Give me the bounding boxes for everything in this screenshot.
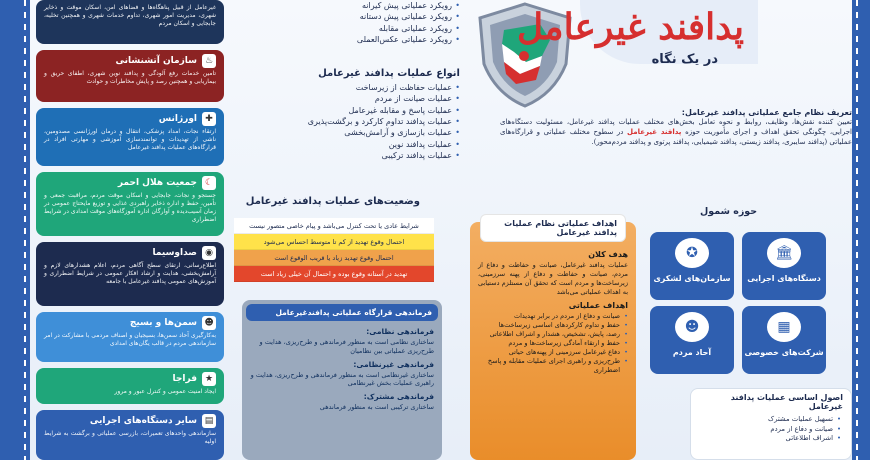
agency-card-title: فراجا	[172, 374, 197, 384]
left-border-frame	[0, 0, 30, 460]
scope-tile-executive	[742, 232, 826, 300]
government-icon: 🏛	[767, 238, 801, 268]
objectives-title: اهداف عملیاتی نظام عملیات پدافند غیرعامل	[480, 214, 626, 242]
agency-card-text: به‌کارگیری آحاد سمن‌ها، بسیجیان و اصناف مردمی با مشارکت در امر سازماندهی مردم در قالب یگان‌های امدادی	[44, 332, 216, 348]
agency-card-basij	[36, 312, 224, 362]
list-item: • اشراف اطلاعاتی	[701, 434, 841, 444]
status-heading: وضعیت‌های عملیات پدافند غیرعامل	[245, 196, 420, 207]
list-item: • عملیات پدافند نوین	[260, 139, 460, 150]
command-section-head: فرماندهی نظامی:	[366, 327, 434, 336]
agency-card-text: سازماندهی واحدهای تعمیرات، بازرسی عملیاتی و برگشت به شرایط اولیه	[44, 430, 216, 446]
agency-card-other	[36, 410, 224, 460]
agency-card-emergency	[36, 108, 224, 166]
list-item: • صیانت و دفاع از مردم در برابر تهدیدات	[478, 312, 628, 321]
command-section-head: فرماندهی مشترک:	[363, 392, 434, 402]
list-item: • عملیات بازسازی و آرامش‌بخشی	[260, 127, 460, 138]
command-panel	[242, 300, 442, 460]
agency-card-municipality	[36, 0, 224, 44]
list-item: • رویکرد عملیاتی پیش کیرانه	[260, 0, 460, 11]
agency-card-text: غیرعامل از قبیل پناهگاه‌ها و فضاهای امن، اسکان موقت و ذخایر شهری، مدیریت امور شهری، تداوم خدمات شهری و همچنین تخلیه، جابجایی و اسکان مردم	[44, 4, 216, 28]
page-subtitle: در یک نگاه	[651, 52, 718, 67]
scope-tile-private	[742, 306, 826, 374]
definition-text	[500, 117, 852, 147]
scope-tile-label: سازمان‌های لشکری	[653, 274, 731, 283]
goal-heading: هدف کلان	[588, 250, 628, 259]
status-table	[234, 218, 434, 282]
ops-goals-list	[470, 312, 636, 375]
right-border-frame	[852, 0, 870, 460]
command-section-text: ساختاری نظامی است به منظور فرماندهی و طرح‌ریزی، هدایت و طرح‌ریزی عملیاتی بین نظامیان	[259, 338, 434, 355]
list-item: • عملیات پاسخ و مقابله غیرعامل	[260, 105, 460, 116]
page-title: پدافند غیرعامل	[517, 6, 744, 48]
status-row-red: تهدید در آستانه وقوع بوده و احتمال آن خیلی زیاد است	[234, 266, 434, 282]
soldier-icon: ✪	[675, 238, 709, 268]
definition-block	[500, 108, 852, 147]
list-item: • رویکرد عملیاتی پیش دستانه	[260, 11, 460, 22]
list-item: • دفاع غیرعامل سرزمینی از پهنه‌های حیاتی	[478, 348, 628, 357]
agency-card-police	[36, 368, 224, 404]
police-icon: ★	[202, 372, 216, 386]
status-row-normal: شرایط عادی یا تحت کنترل می‌باشد و پیام خاصی متصور نیست	[234, 218, 434, 234]
principles-panel	[690, 388, 852, 460]
definition-text-part: تعیین کننده نقش‌ها، وظایف، روابط و نحوه تعامل بخش‌های مختلف عملیات پدافند غیرعامل، مسئولیت دستگاه‌های اجرایی، چگونگی تحقق اهداف و اجرای مأموریت حوزه	[500, 118, 852, 137]
principles-title: اصول اساسی عملیات پدافند غیرعامل	[730, 393, 843, 411]
list-item: • عملیات پدافند ترکیبی	[260, 150, 460, 161]
list-item: • رصد، پایش، تشخیص، هشدار و اشراف اطلاعاتی	[478, 330, 628, 339]
approach-list	[260, 0, 460, 45]
crescent-icon: ☾	[202, 176, 216, 190]
list-item: • تسهیل عملیات مشترک	[701, 415, 841, 425]
agency-card-title: صداوسیما	[152, 248, 197, 258]
list-item: • عملیات صیانت از مردم	[260, 93, 460, 104]
status-row-yellow: احتمال وقوع تهدید از کم تا متوسط احساس می‌شود	[234, 234, 434, 250]
list-item: • رویکرد عملیاتی مقابله	[260, 23, 460, 34]
agency-card-title: سازمان آتشنشانی	[115, 56, 197, 66]
list-item: • طرح‌ریزی و راهبری اجرای عملیات مقابله و پاسخ اضطراری	[478, 357, 628, 375]
command-section-text: ساختاری ترکیبی است به منظور فرماندهی	[319, 403, 434, 412]
list-item: • حفظ و ارتقاء آمادگی زیرساخت‌ها و مردم	[478, 339, 628, 348]
command-section-text: ساختاری غیرنظامی است به منظور فرماندهی و طرح‌ریزی، هدایت و راهبری عملیات بخش غیرنظامی	[250, 370, 434, 388]
scope-tile-label: شرکت‌های خصوصی	[744, 348, 824, 357]
agency-card-title: جمعیت هلال احمر	[117, 178, 197, 188]
ops-goals-heading: اهداف عملیاتی	[568, 301, 628, 311]
list-item: • رویکرد عملیاتی عکس‌العملی	[260, 34, 460, 45]
list-item: • حفظ و تداوم کارکردهای اساسی زیرساخت‌ها	[478, 321, 628, 330]
agency-card-title: سمن‌ها و بسیج	[129, 318, 197, 328]
scope-tile-people	[650, 306, 734, 374]
scope-tile-label: دستگاه‌های اجرایی	[747, 274, 821, 283]
definition-highlight: پدافند غیرعامل	[627, 128, 682, 137]
fire-icon: ♨	[202, 54, 216, 68]
agency-card-text: ارتقاء نجات، امداد پزشکی، انتقال و درمان اورژانسی مصدومین، ناشی از تهدیدات و توانمندسازی آموزشی و مهارتی افراد در قرارگاه‌های عملیات پدافند غیرعامل	[44, 128, 216, 152]
agency-card-title: سایر دستگاه‌های اجرایی	[89, 416, 197, 426]
status-row-orange: احتمال وقوع تهدید زیاد یا قریب الوقوع است	[234, 250, 434, 266]
list-item: • عملیات حفاظت از زیرساخت	[260, 82, 460, 93]
crowd-icon: ☻	[675, 312, 709, 342]
title-block	[517, 0, 758, 80]
agencies-column	[36, 0, 224, 460]
command-section-head: فرماندهی غیرنظامی:	[353, 359, 434, 369]
agency-card-firefighting	[36, 50, 224, 102]
definition-text-part: در سطوح مختلف عملیاتی و قرارگاه‌های عملیاتی (پدافند سایبری، پدافند زیستی، پدافند شیمیایی، پدافند پرتوی و پدافند مردم‌محور).	[500, 128, 852, 147]
list-item: • صیانت و دفاع از مردم	[701, 425, 841, 435]
agency-card-text: جستجو و نجات، جابجایی و اسکان موقت مردم، مراقبت جمعی و تأمین، حفظ و اداره ذخایر راهبردی غذایی و توزیع مایحتاج عمومی در زمان آسیب‌دیده و آوارگان اداره آموزگاه‌های موقت امدادی در شرایط اضطراری	[44, 192, 216, 224]
broadcast-icon: ◉	[202, 246, 216, 260]
command-panel-title: فرماندهی قرارگاه عملیاتی پدافندغیرعامل	[246, 304, 438, 321]
agency-card-text: ایجاد امنیت عمومی و کنترل عبور و مرور	[114, 388, 216, 395]
goal-text: عملیات پدافند غیرعامل، صیانت و حفاظت و دفاع از مردم، صیانت و حفاظت و دفاع از پهنه سرزمینی، زیرساخت‌ها و مردم است که تحقق آن مستلزم دستیابی به اهداف عملیاتی می‌باشد	[478, 261, 628, 297]
center-column	[232, 0, 460, 460]
definition-label: تعریف نظام جامع عملیاتی پدافند غیرعامل:	[681, 108, 852, 117]
principles-list	[691, 415, 851, 444]
scope-heading: حوزه شمول	[700, 206, 758, 217]
agency-card-title: اورژانس	[158, 114, 197, 124]
agency-card-text: اطلاع‌رسانی، ارتقای سطح آگاهی مردم، اعلام هشدارهای لازم و آرامش‌بخشی، هدایت و ارشاد افکار عمومی در شرایط اضطراری و آموزش‌های عمومی پدافند غیرعامل با جامعه	[44, 262, 216, 286]
agency-card-red-crescent	[36, 172, 224, 236]
building-icon: ▤	[202, 414, 216, 428]
scope-tile-label: آحاد مردم	[672, 348, 712, 357]
list-item: • عملیات پدافند تداوم کارکرد و برگشت‌پذیری	[260, 116, 460, 127]
scope-tile-military	[650, 232, 734, 300]
agency-card-text: تامین خدمات رفع آلودگی و پدافند نوین شهری، اطفای حریق و بیماریابی و همچنین رصد و پایش مخاطرات و حوادث	[44, 70, 216, 86]
company-icon: ▦	[767, 312, 801, 342]
people-icon: ☻	[202, 316, 216, 330]
ops-types-heading: انواع عملیات پدافند غیرعامل	[318, 68, 460, 79]
ambulance-icon: ✚	[202, 112, 216, 126]
agency-card-broadcasting	[36, 242, 224, 306]
ops-types-list	[260, 82, 460, 162]
objectives-panel	[470, 219, 636, 460]
